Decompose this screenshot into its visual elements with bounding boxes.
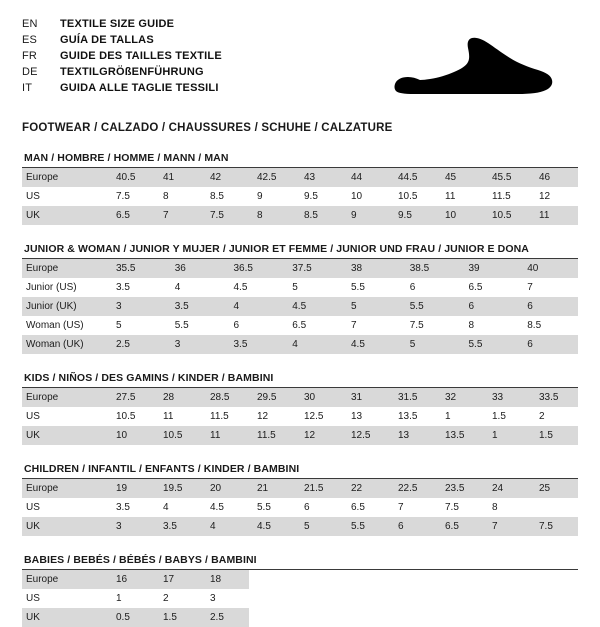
document-header [22, 16, 578, 108]
size-cell: 9 [257, 191, 263, 202]
size-cell: 8 [492, 502, 498, 513]
size-cell: 6.5 [108, 206, 155, 225]
language-title: TEXTILGRÖßENFÜHRUNG [60, 66, 204, 78]
size-cell: 11.5 [210, 411, 229, 422]
size-cell-empty [296, 589, 343, 608]
size-cell: 8 [163, 191, 169, 202]
size-cell: 38.5 [402, 259, 461, 278]
table-row [22, 206, 578, 225]
size-cell: 7 [398, 502, 404, 513]
language-row [22, 64, 222, 80]
language-code: DE [22, 66, 38, 78]
size-cell: 1 [116, 593, 122, 604]
size-cell: 6.5 [437, 517, 484, 536]
size-cell: 3.5 [116, 502, 130, 513]
table-row [22, 479, 578, 498]
size-cell: 2 [539, 411, 545, 422]
size-cell: 40 [519, 259, 578, 278]
size-cell: 12 [296, 426, 343, 445]
language-code: IT [22, 82, 33, 94]
row-label: Europe [22, 388, 108, 407]
size-cell: 4 [202, 517, 249, 536]
language-code: FR [22, 50, 38, 62]
size-cell: 7 [484, 517, 531, 536]
size-cell: 3 [210, 593, 216, 604]
size-cell: 6 [390, 517, 437, 536]
size-cell: 13 [390, 426, 437, 445]
size-cell: 27.5 [108, 388, 155, 407]
size-cell: 33 [484, 388, 531, 407]
size-cell: 29.5 [249, 388, 296, 407]
size-table [22, 479, 578, 536]
size-cell: 6 [409, 282, 416, 293]
size-table [22, 388, 578, 445]
size-cell: 46 [531, 168, 578, 187]
size-cell: 6 [519, 297, 578, 316]
size-cell: 12.5 [304, 411, 324, 422]
size-cell: 11 [163, 411, 174, 422]
size-cell: 18 [202, 570, 249, 589]
size-cell: 3 [167, 335, 226, 354]
size-cell-empty [390, 589, 437, 608]
size-cell: 12 [539, 191, 551, 202]
size-cell: 4 [174, 282, 181, 293]
size-cell: 5.5 [461, 335, 520, 354]
size-cell: 6.5 [468, 282, 483, 293]
size-cell: 3.5 [155, 517, 202, 536]
row-label: Europe [22, 570, 108, 589]
size-cell: 1.5 [492, 411, 506, 422]
size-cell: 45 [437, 168, 484, 187]
size-cell: 28.5 [202, 388, 249, 407]
size-cell-empty [437, 570, 484, 589]
size-cell: 6 [519, 335, 578, 354]
table-row [22, 498, 578, 517]
row-label: Europe [22, 479, 108, 498]
size-cell-empty [484, 570, 531, 589]
language-title: GUIDE DES TAILLES TEXTILE [60, 50, 222, 62]
group-heading: MAN / HOMBRE / HOMME / MANN / MAN [22, 152, 578, 168]
language-code: EN [22, 18, 38, 30]
table-row [22, 316, 578, 335]
size-cell: 33.5 [531, 388, 578, 407]
size-cell: 31 [343, 388, 390, 407]
size-cell: 1 [445, 411, 451, 422]
size-cell: 11.5 [249, 426, 296, 445]
size-cell: 10.5 [116, 411, 136, 422]
size-table [22, 570, 578, 627]
size-cell: 25 [531, 479, 578, 498]
size-cell-empty [531, 608, 578, 627]
size-cell: 32 [437, 388, 484, 407]
size-cell: 8 [468, 320, 475, 331]
size-cell: 13 [351, 411, 363, 422]
row-label: US [26, 191, 40, 202]
size-cell-empty [249, 608, 296, 627]
size-group-man [22, 152, 578, 225]
table-row [22, 259, 578, 278]
language-title: TEXTILE SIZE GUIDE [60, 18, 175, 30]
size-cell: 7.5 [445, 502, 459, 513]
group-heading: JUNIOR & WOMAN / JUNIOR Y MUJER / JUNIOR ET FEMME / JUNIOR UND FRAU / JUNIOR E DONA [22, 243, 578, 259]
size-cell: 3.5 [226, 335, 285, 354]
size-cell: 22 [343, 479, 390, 498]
size-cell-empty [437, 608, 484, 627]
footwear-section-title: FOOTWEAR / CALZADO / CHAUSSURES / SCHUHE / CALZATURE [22, 122, 393, 134]
size-cell: 7 [155, 206, 202, 225]
table-row [22, 388, 578, 407]
size-cell-empty [531, 589, 578, 608]
size-cell: 11 [531, 206, 578, 225]
row-label: UK [22, 517, 108, 536]
table-row [22, 187, 578, 206]
size-cell: 19.5 [155, 479, 202, 498]
size-cell: 4.5 [249, 517, 296, 536]
size-cell: 4.5 [343, 335, 402, 354]
row-label: US [26, 411, 40, 422]
row-label: Junior (UK) [22, 297, 108, 316]
language-row [22, 48, 222, 64]
size-cell: 7.5 [116, 191, 130, 202]
size-cell: 37.5 [284, 259, 343, 278]
table-row [22, 570, 578, 589]
size-cell-empty [343, 589, 390, 608]
size-cell: 24 [484, 479, 531, 498]
size-cell-empty [484, 608, 531, 627]
size-cell: 13.5 [437, 426, 484, 445]
size-cell: 41 [155, 168, 202, 187]
table-row [22, 168, 578, 187]
size-cell: 44.5 [390, 168, 437, 187]
size-cell: 8.5 [296, 206, 343, 225]
row-label: US [26, 593, 40, 604]
language-code: ES [22, 34, 38, 46]
size-cell: 6 [304, 502, 310, 513]
row-label: Junior (US) [26, 282, 77, 293]
language-row [22, 16, 222, 32]
size-table [22, 259, 578, 354]
group-heading: BABIES / BEBÉS / BÉBÉS / BABYS / BAMBINI [22, 554, 578, 570]
size-cell: 11 [202, 426, 249, 445]
row-label: Europe [22, 259, 108, 278]
size-cell: 5 [116, 320, 122, 331]
size-cell-empty [390, 608, 437, 627]
size-cell: 35.5 [108, 259, 167, 278]
size-cell: 2.5 [108, 335, 167, 354]
size-cell: 12.5 [343, 426, 390, 445]
dress-shoe-icon [368, 34, 554, 108]
size-cell: 10 [351, 191, 363, 202]
size-cell: 5.5 [257, 502, 271, 513]
table-row [22, 517, 578, 536]
size-cell: 5 [402, 335, 461, 354]
size-group-junior-woman [22, 243, 578, 354]
size-cell: 1.5 [531, 426, 578, 445]
size-cell: 36.5 [226, 259, 285, 278]
size-cell-empty [296, 570, 343, 589]
size-cell: 21.5 [296, 479, 343, 498]
language-title: GUIDA ALLE TAGLIE TESSILI [60, 82, 219, 94]
group-heading: KIDS / NIÑOS / DES GAMINS / KINDER / BAMBINI [22, 372, 578, 388]
size-cell: 30 [296, 388, 343, 407]
size-cell: 3 [108, 517, 155, 536]
size-cell: 17 [155, 570, 202, 589]
language-title-list [22, 16, 222, 96]
table-row [22, 278, 578, 297]
size-cell: 4.5 [284, 297, 343, 316]
size-cell: 22.5 [390, 479, 437, 498]
size-cell: 5 [296, 517, 343, 536]
size-cell: 23.5 [437, 479, 484, 498]
size-cell: 10.5 [155, 426, 202, 445]
size-cell: 8.5 [210, 191, 224, 202]
size-cell: 4.5 [233, 282, 248, 293]
size-cell: 28 [155, 388, 202, 407]
size-cell-empty [437, 589, 484, 608]
size-cell: 40.5 [108, 168, 155, 187]
size-cell: 4 [226, 297, 285, 316]
size-cell: 4.5 [210, 502, 224, 513]
table-row [22, 608, 578, 627]
size-cell: 16 [108, 570, 155, 589]
table-row [22, 407, 578, 426]
size-cell: 12 [257, 411, 269, 422]
size-cell-empty [390, 570, 437, 589]
size-cell: 9 [343, 206, 390, 225]
table-row [22, 297, 578, 316]
size-cell: 5.5 [402, 297, 461, 316]
size-cell: 7 [527, 282, 533, 293]
size-cell: 11 [445, 191, 456, 202]
size-cell: 7.5 [409, 320, 424, 331]
size-group-babies [22, 554, 578, 627]
language-title: GUÍA DE TALLAS [60, 34, 154, 46]
size-cell-empty [531, 570, 578, 589]
size-cell: 10.5 [398, 191, 418, 202]
size-cell: 13.5 [398, 411, 418, 422]
row-label: UK [22, 608, 108, 627]
size-cell: 0.5 [108, 608, 155, 627]
size-cell: 5 [343, 297, 402, 316]
size-cell: 5.5 [351, 282, 365, 293]
size-cell: 8.5 [527, 320, 542, 331]
size-group-children [22, 463, 578, 536]
size-cell: 6 [233, 320, 240, 331]
size-cell: 10.5 [484, 206, 531, 225]
size-cell: 10 [108, 426, 155, 445]
size-cell: 2 [163, 593, 169, 604]
table-row [22, 589, 578, 608]
size-cell: 3.5 [116, 282, 130, 293]
size-cell: 7.5 [531, 517, 578, 536]
size-cell-empty [343, 570, 390, 589]
row-label: UK [22, 426, 108, 445]
language-row [22, 80, 222, 96]
table-row [22, 335, 578, 354]
size-table [22, 168, 578, 225]
size-cell: 21 [249, 479, 296, 498]
size-cell: 7 [351, 320, 357, 331]
row-label: US [26, 502, 40, 513]
size-cell: 8 [249, 206, 296, 225]
group-heading: CHILDREN / INFANTIL / ENFANTS / KINDER / BAMBINI [22, 463, 578, 479]
size-cell: 5.5 [343, 517, 390, 536]
size-cell: 1 [484, 426, 531, 445]
row-label: Woman (UK) [22, 335, 108, 354]
size-cell-empty [296, 608, 343, 627]
size-cell-empty [249, 570, 296, 589]
size-cell: 36 [167, 259, 226, 278]
language-row [22, 32, 222, 48]
size-cell: 5.5 [174, 320, 189, 331]
size-cell-empty [484, 589, 531, 608]
size-cell: 4 [163, 502, 169, 513]
row-label: UK [22, 206, 108, 225]
size-cell: 9.5 [304, 191, 318, 202]
size-cell: 38 [343, 259, 402, 278]
size-cell: 10 [437, 206, 484, 225]
size-group-kids [22, 372, 578, 445]
table-row [22, 426, 578, 445]
size-cell: 31.5 [390, 388, 437, 407]
size-cell: 20 [202, 479, 249, 498]
size-cell: 2.5 [202, 608, 249, 627]
size-cell: 43 [296, 168, 343, 187]
size-cell: 6 [461, 297, 520, 316]
size-cell: 11.5 [492, 191, 511, 202]
size-cell: 5 [292, 282, 298, 293]
size-cell: 4 [284, 335, 343, 354]
size-cell: 3.5 [167, 297, 226, 316]
size-cell: 9.5 [390, 206, 437, 225]
size-cell: 39 [461, 259, 520, 278]
size-cell: 19 [108, 479, 155, 498]
row-label: Woman (US) [26, 320, 84, 331]
size-cell: 44 [343, 168, 390, 187]
size-cell: 45.5 [484, 168, 531, 187]
size-cell: 42.5 [249, 168, 296, 187]
size-cell-empty [343, 608, 390, 627]
size-cell: 42 [202, 168, 249, 187]
size-cell: 6.5 [292, 320, 307, 331]
size-cell: 3 [108, 297, 167, 316]
row-label: Europe [22, 168, 108, 187]
size-cell: 1.5 [155, 608, 202, 627]
size-cell: 7.5 [202, 206, 249, 225]
size-cell [531, 498, 578, 517]
size-cell: 6.5 [351, 502, 365, 513]
size-cell-empty [249, 589, 296, 608]
